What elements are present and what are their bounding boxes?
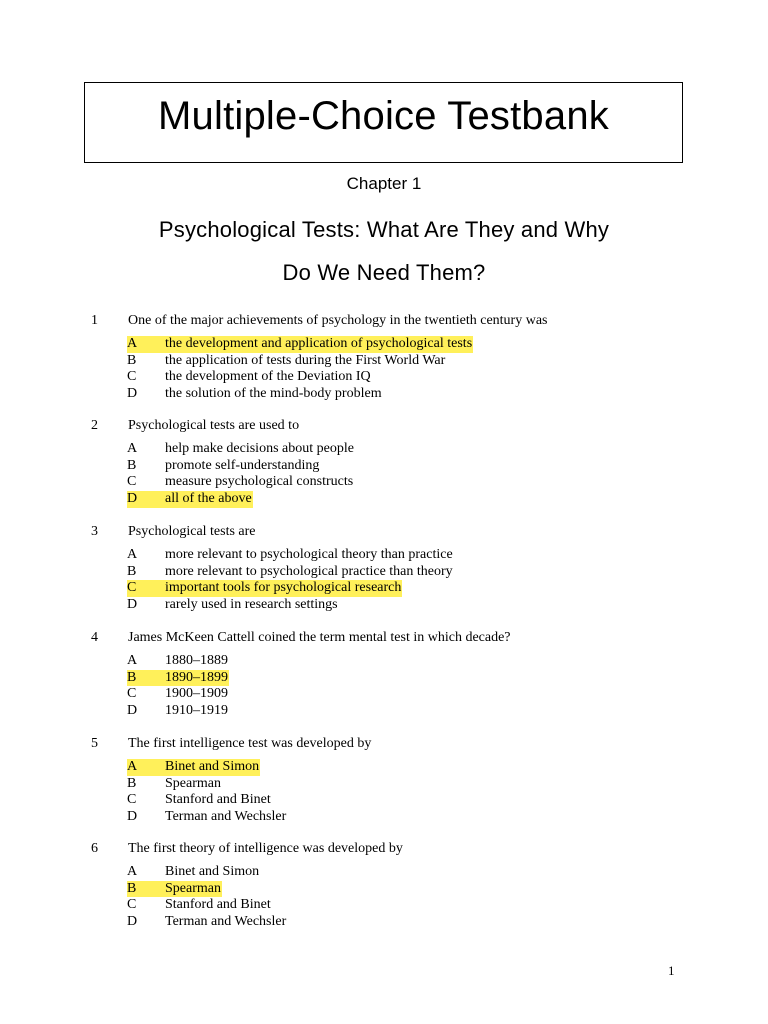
option-text: Binet and Simon [165,864,260,879]
option-c [0,792,768,809]
option-text: Terman and Wechsler [165,809,287,825]
option-text: Spearman [165,880,221,896]
option-letter: D [127,703,138,719]
question-stem: One of the major achievements of psychology in the twentieth century was [128,313,548,328]
option-text: Stanford and Binet [165,897,271,913]
option-letter: C [127,897,137,913]
question-5 [0,735,768,826]
option-text: more relevant to psychological theory than practice [165,547,453,562]
option-letter: A [127,547,138,562]
option-text: Terman and Wechsler [165,914,287,930]
option-text: 1900–1909 [165,686,228,702]
option-b [0,881,768,898]
subtitle-line-1: Psychological Tests: What Are They and Why [158,217,610,242]
question-2 [0,417,768,508]
chapter-subtitle [0,208,768,294]
question-3 [0,523,768,614]
option-letter: D [127,386,138,402]
option-text: Binet and Simon [165,759,260,774]
option-a [0,653,768,670]
question-stem: The first theory of intelligence was developed by [128,841,403,856]
option-c [0,474,768,491]
option-letter: A [127,653,138,668]
option-list [0,864,768,931]
option-text: the development of the Deviation IQ [165,369,371,385]
question-number: 6 [91,841,98,856]
option-text: Stanford and Binet [165,792,271,808]
option-letter: A [127,336,138,351]
option-d [0,597,768,614]
option-letter: B [127,352,137,368]
option-letter: A [127,441,138,456]
option-list [0,441,768,508]
option-text: measure psychological constructs [165,474,354,490]
option-text: more relevant to psychological practice than theory [165,563,453,579]
option-d [0,386,768,403]
question-stem: Psychological tests are used to [128,418,300,433]
chapter-label: Chapter 1 [346,174,422,193]
option-text: 1890–1899 [165,669,228,685]
question-number: 1 [91,313,98,328]
title-box [84,82,683,163]
question-number: 4 [91,630,98,645]
option-text: the application of tests during the First World War [165,352,446,368]
option-list [0,336,768,403]
option-letter: C [127,369,137,385]
option-b [0,776,768,793]
option-c [0,686,768,703]
option-text: important tools for psychological research [165,580,402,596]
option-c [0,897,768,914]
option-text: the solution of the mind-body problem [165,386,382,402]
option-d [0,703,768,720]
option-letter: C [127,474,137,490]
option-letter: D [127,491,138,507]
option-text: help make decisions about people [165,441,354,456]
option-text: 1910–1919 [165,703,228,719]
question-stem: Psychological tests are [128,524,256,539]
option-text: the development and application of psychological tests [165,336,473,351]
option-d [0,809,768,826]
option-text: promote self-understanding [165,457,320,473]
option-letter: B [127,669,137,685]
option-d [0,914,768,931]
question-stem: James McKeen Cattell coined the term mental test in which decade? [128,630,511,645]
option-letter: B [127,775,137,791]
option-letter: D [127,809,138,825]
option-text: rarely used in research settings [165,597,338,613]
question-4 [0,629,768,720]
option-b [0,564,768,581]
question-number: 2 [91,418,98,433]
option-b [0,458,768,475]
option-letter: D [127,597,138,613]
page-number: 1 [668,963,675,978]
option-a [0,759,768,776]
option-letter: B [127,457,137,473]
option-letter: C [127,580,137,596]
question-number: 3 [91,524,98,539]
option-text: all of the above [165,491,252,507]
option-letter: B [127,563,137,579]
option-list [0,653,768,720]
option-letter: A [127,864,138,879]
option-c [0,369,768,386]
option-letter: A [127,759,138,774]
option-c [0,580,768,597]
option-a [0,336,768,353]
option-text: Spearman [165,775,221,791]
option-list [0,759,768,826]
option-letter: C [127,686,137,702]
option-d [0,491,768,508]
option-letter: B [127,880,137,896]
question-number: 5 [91,736,98,751]
option-letter: D [127,914,138,930]
question-1 [0,312,768,403]
document-title: Multiple-Choice Testbank [158,94,609,138]
subtitle-line-2: Do We Need Them? [282,260,486,285]
question-stem: The first intelligence test was developed by [128,736,372,751]
option-b [0,670,768,687]
option-letter: C [127,792,137,808]
option-a [0,547,768,564]
question-6 [0,840,768,931]
option-a [0,864,768,881]
option-list [0,547,768,614]
option-b [0,353,768,370]
option-text: 1880–1889 [165,653,228,668]
option-a [0,441,768,458]
